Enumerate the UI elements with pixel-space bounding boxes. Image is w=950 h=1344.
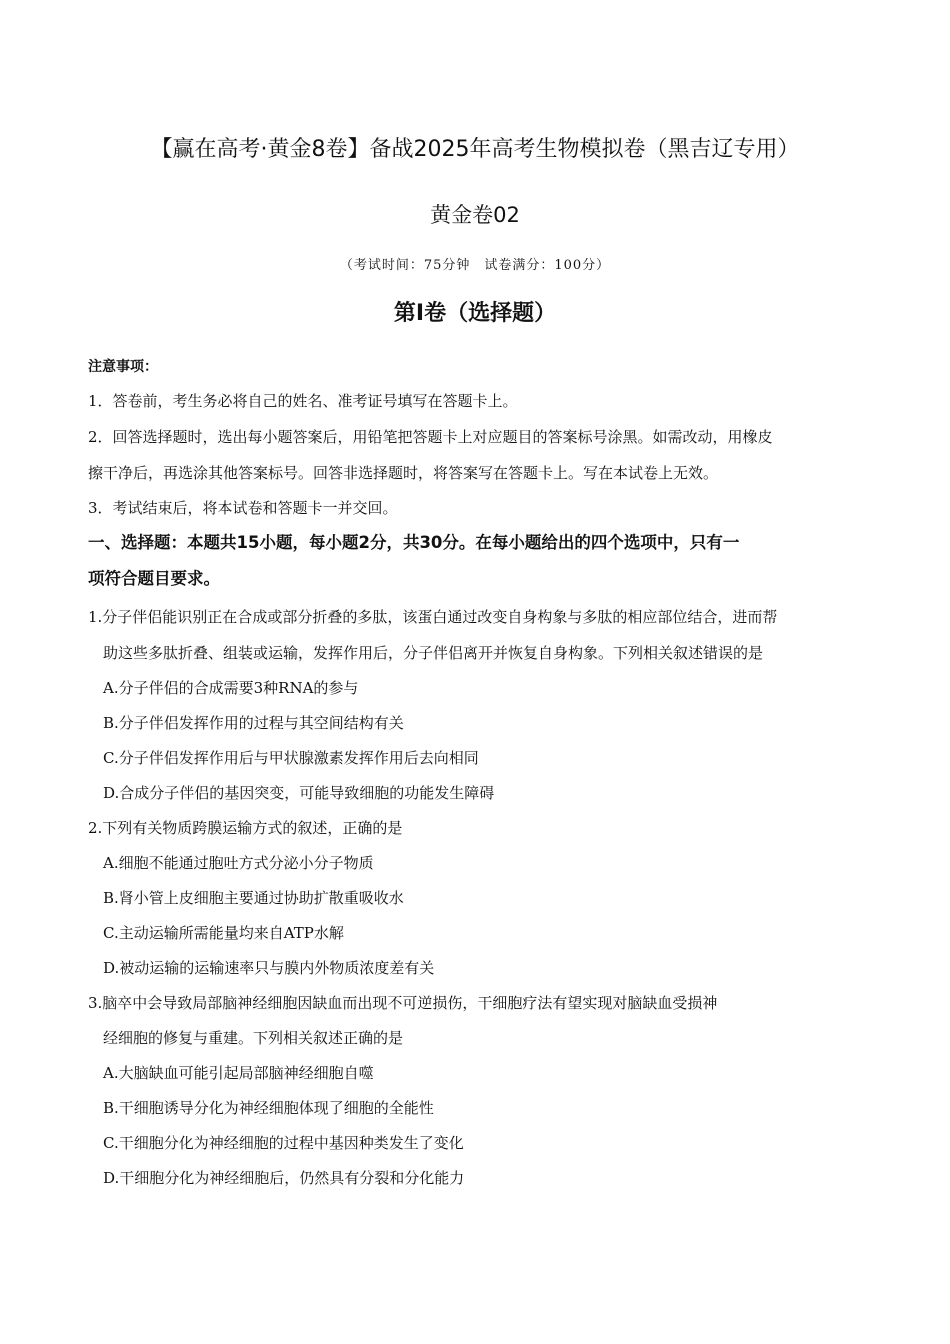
notice-item: 3．考试结束后，将本试卷和答题卡一并交回。 bbox=[88, 499, 398, 517]
question-3-stem-cont: 经细胞的修复与重建。下列相关叙述正确的是 bbox=[103, 1029, 404, 1047]
section-title: 第I卷（选择题） bbox=[393, 301, 557, 326]
question-2-option-b: B.肾小管上皮细胞主要通过协助扩散重吸收水 bbox=[103, 889, 404, 907]
question-2-option-a: A.细胞不能通过胞吐方式分泌小分子物质 bbox=[103, 854, 374, 872]
question-1-option-a: A.分子伴侣的合成需要3种RNA的参与 bbox=[103, 679, 359, 697]
question-1-option-b: B.分子伴侣发挥作用的过程与其空间结构有关 bbox=[103, 714, 404, 732]
question-3-option-d: D.干细胞分化为神经细胞后，仍然具有分裂和分化能力 bbox=[103, 1169, 465, 1187]
question-3-option-c: C.干细胞分化为神经细胞的过程中基因种类发生了变化 bbox=[103, 1134, 464, 1152]
exam-info: （考试时间：75分钟 试卷满分：100分） bbox=[339, 258, 611, 273]
notice-item: 擦干净后，再选涂其他答案标号。回答非选择题时，将答案写在答题卡上。写在本试卷上无效。 bbox=[88, 464, 719, 482]
part-heading-line: 项符合题目要求。 bbox=[88, 569, 220, 588]
question-1-option-d: D.合成分子伴侣的基因突变，可能导致细胞的功能发生障碍 bbox=[103, 784, 495, 802]
question-2-stem: 2.下列有关物质跨膜运输方式的叙述，正确的是 bbox=[88, 819, 403, 837]
notice-heading: 注意事项： bbox=[88, 359, 158, 375]
part-heading-line: 一、选择题：本题共15小题，每小题2分，共30分。在每小题给出的四个选项中，只有一 bbox=[88, 533, 740, 552]
question-2-option-d: D.被动运输的运输速率只与膜内外物质浓度差有关 bbox=[103, 959, 435, 977]
notice-item: 1．答卷前，考生务必将自己的姓名、准考证号填写在答题卡上。 bbox=[88, 392, 518, 410]
question-3-option-a: A.大脑缺血可能引起局部脑神经细胞自噬 bbox=[103, 1064, 374, 1082]
document-subtitle: 黄金卷02 bbox=[430, 203, 520, 227]
question-1-stem: 1.分子伴侣能识别正在合成或部分折叠的多肽，该蛋白通过改变自身构象与多肽的相应部位结合，进而帮 bbox=[88, 608, 778, 626]
question-1-option-c: C.分子伴侣发挥作用后与甲状腺激素发挥作用后去向相同 bbox=[103, 749, 479, 767]
question-3-stem: 3.脑卒中会导致局部脑神经细胞因缺血而出现不可逆损伤，干细胞疗法有望实现对脑缺血受损神 bbox=[88, 994, 718, 1012]
question-2-option-c: C.主动运输所需能量均来自ATP水解 bbox=[103, 924, 344, 942]
question-1-stem-cont: 助这些多肽折叠、组装或运输，发挥作用后，分子伴侣离开并恢复自身构象。下列相关叙述错误的是 bbox=[103, 644, 764, 662]
document-title: 【赢在高考·黄金8卷】备战2025年高考生物模拟卷（黑吉辽专用） bbox=[150, 137, 800, 162]
notice-item: 2．回答选择题时，选出每小题答案后，用铅笔把答题卡上对应题目的答案标号涂黑。如需改动，用橡皮 bbox=[88, 428, 773, 446]
question-3-option-b: B.干细胞诱导分化为神经细胞体现了细胞的全能性 bbox=[103, 1099, 434, 1117]
